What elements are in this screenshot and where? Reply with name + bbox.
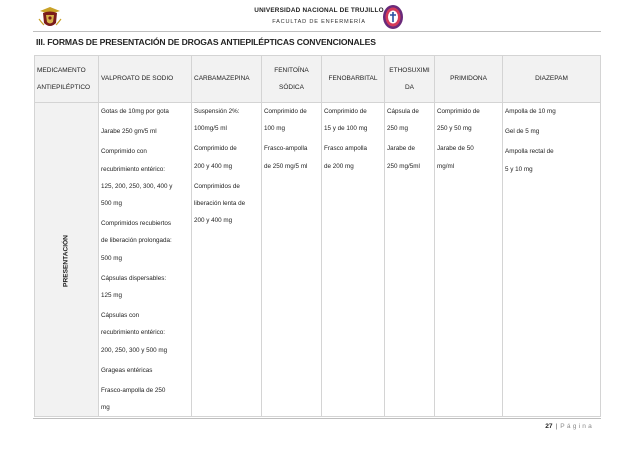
entry-line: Ampolla de 10 mg <box>505 108 556 115</box>
entry-line: Ampolla rectal de <box>505 148 554 156</box>
entry-block <box>101 103 189 120</box>
entry-line: Frasco ampolla <box>324 145 368 153</box>
entry-block <box>437 103 500 137</box>
entry-line: 125, 200, 250, 300, 400 y <box>101 182 173 190</box>
table-header-row <box>35 56 601 103</box>
entry-line: Cápsulas con <box>101 312 140 320</box>
cell-fenitoina <box>262 103 322 417</box>
header-fenobarbital: FENOBARBITAL <box>322 56 385 103</box>
university-name: UNIVERSIDAD NACIONAL DE TRUJILLO <box>254 7 384 14</box>
faculty-name: FACULTAD DE ENFERMERÍA <box>272 19 366 25</box>
entry-line: 250 mg/5ml <box>387 162 420 170</box>
entry-line: Frasco-ampolla de 250 <box>101 387 166 395</box>
section-title: III. FORMAS DE PRESENTACIÓN DE DROGAS ANTIEPILÉPTICAS CONVENCIONALES <box>36 37 376 47</box>
entry-line: de 250 mg/5 ml <box>264 162 308 170</box>
entry-line: Comprimido con <box>101 148 147 156</box>
header-ethosuximida: ETHOSUXIMI DA <box>385 56 435 103</box>
header-primidona: PRIMIDONA <box>435 56 503 103</box>
entry-block <box>387 140 432 174</box>
entry-line: 250 y 50 mg <box>437 125 472 133</box>
page-number: 27 <box>545 423 553 430</box>
header-diazepam: DIAZEPAM <box>503 56 601 103</box>
entry-line: Gel de 5 mg <box>505 128 540 136</box>
entry-block <box>101 143 189 212</box>
entry-line: Jarabe 250 gm/5 ml <box>101 128 157 136</box>
cell-fenobarbital <box>322 103 385 417</box>
entry-block <box>324 140 382 174</box>
header-fenitoina: FENITOÍNA SÓDICA <box>262 56 322 103</box>
entry-line: Comprimidos de <box>194 182 240 190</box>
entry-line: recubrimiento entérico: <box>101 329 166 337</box>
entry-line: Cápsula de <box>387 108 419 115</box>
entry-line: Comprimido de <box>324 108 367 115</box>
entry-block <box>264 140 319 174</box>
row-label-presentacion: PRESENTACIÓN <box>62 235 70 287</box>
entry-line: Comprimido de <box>437 108 480 115</box>
entry-line: de 200 mg <box>324 162 354 170</box>
entry-line: 100mg/5 ml <box>194 125 227 133</box>
entry-line: Suspensión 2%: <box>194 108 240 115</box>
entry-block <box>505 103 598 120</box>
entry-line: Cápsulas dispersables: <box>101 274 167 282</box>
page-number-footer <box>545 423 594 430</box>
entry-block <box>387 103 432 137</box>
cell-valproato <box>99 103 192 417</box>
faculty-emblem-logo <box>382 4 404 30</box>
entry-line: Jarabe de 50 <box>437 145 474 153</box>
entry-line: mg/ml <box>437 162 455 170</box>
entry-block <box>194 103 259 137</box>
cell-carbamazepina <box>192 103 262 417</box>
entry-line: Comprimidos recubiertos <box>101 220 171 228</box>
page-header <box>0 0 638 40</box>
header-divider <box>33 31 601 32</box>
entry-line: 200 y 400 mg <box>194 162 233 170</box>
cell-primidona <box>435 103 503 417</box>
entry-block <box>505 143 598 177</box>
entry-line: Grageas entéricas <box>101 366 153 374</box>
entry-line: Gotas de 10mg por gota <box>101 108 169 115</box>
cell-ethosuximida <box>385 103 435 417</box>
header-medicamento: MEDICAMENTO ANTIEPILÉPTICO <box>35 56 99 103</box>
entry-block <box>101 215 189 267</box>
entry-line: liberación lenta de <box>194 200 246 208</box>
entry-line: recubrimiento entérico: <box>101 165 166 173</box>
entry-line: Jarabe de <box>387 145 416 153</box>
entry-line: 500 mg <box>101 254 123 262</box>
entry-block <box>437 140 500 174</box>
entry-line: mg <box>101 404 110 412</box>
entry-line: Comprimido de <box>264 108 307 115</box>
entry-block <box>264 103 319 137</box>
page-separator: | <box>555 423 558 430</box>
presentation-table <box>34 55 601 417</box>
page-word: Página <box>560 423 594 430</box>
entry-line: 100 mg <box>264 125 286 133</box>
entry-block <box>324 103 382 137</box>
entry-line: de liberación prolongada: <box>101 237 172 245</box>
table-body-row <box>35 103 601 417</box>
entry-block <box>505 123 598 140</box>
entry-line: 15 y de 100 mg <box>324 125 368 133</box>
entry-block <box>101 362 189 379</box>
row-label-cell <box>35 103 99 417</box>
footer-divider <box>33 418 601 419</box>
entry-line: 500 mg <box>101 200 123 208</box>
entry-block <box>101 270 189 304</box>
entry-block <box>194 178 259 230</box>
entry-block <box>101 123 189 140</box>
cell-diazepam <box>503 103 601 417</box>
header-valproato: VALPROATO DE SODIO <box>99 56 192 103</box>
entry-line: Frasco-ampolla <box>264 145 308 153</box>
entry-line: 200, 250, 300 y 500 mg <box>101 346 168 354</box>
entry-block <box>101 382 189 416</box>
entry-line: 250 mg <box>387 125 409 133</box>
entry-line: Comprimido de <box>194 145 237 153</box>
entry-line: 5 y 10 mg <box>505 165 533 173</box>
entry-block <box>101 307 189 359</box>
entry-line: 200 y 400 mg <box>194 217 233 225</box>
entry-block <box>194 140 259 174</box>
header-carbamazepina: CARBAMAZEPINA <box>192 56 262 103</box>
entry-line: 125 mg <box>101 292 123 300</box>
